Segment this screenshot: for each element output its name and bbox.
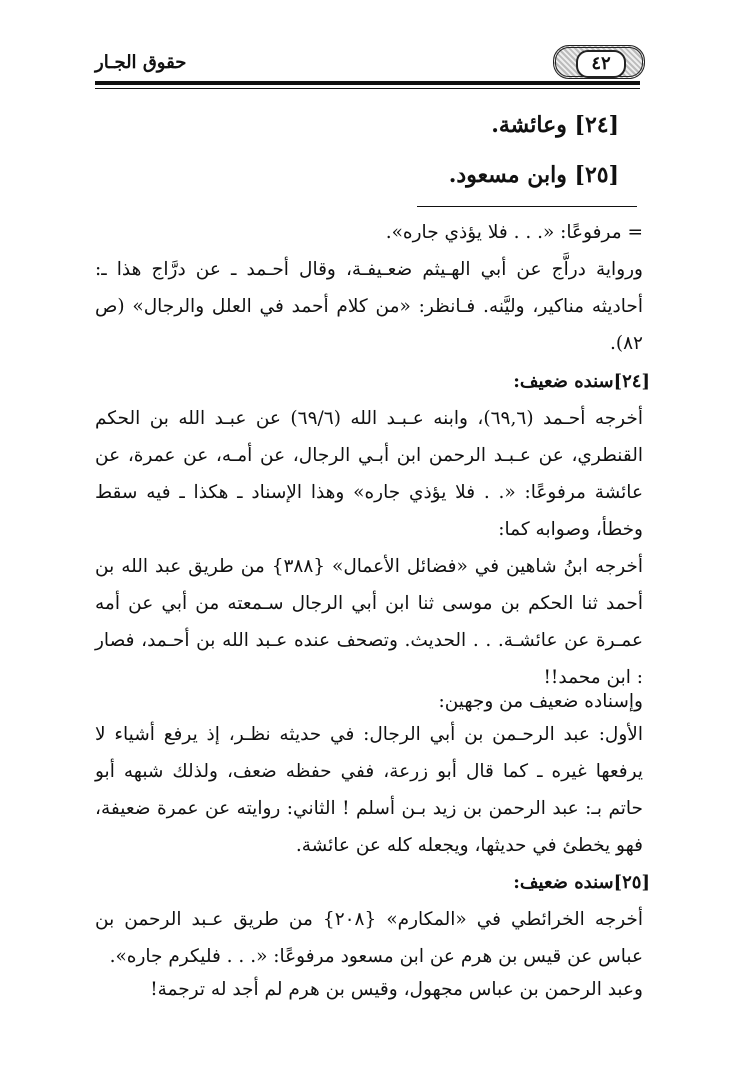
section-24-paragraph-4: الأول: عبد الرحـمن بن أبي الرجال: في حديثه نظـر، إذ يرفع أشياء لا يرفعها غيره ـ كما قال أبو زرعة، ففي حفظه ضعف، ولذلك شبهه أبو حاتم بـ: عبد الرحمن بن زيد بـن أسلم ! الثاني: روايته عن عمرة ضعيفة، فهو يخطئ في حديثها، ويجعله كله عن عائشة. [95, 724, 643, 856]
section-25-label: [٢٥]سنده ضعيف: [513, 872, 650, 893]
section-25-paragraph-1: أخرجه الخرائطي في «المكارم» {٢٠٨} من طريق عـبد الرحمن بن عباس عن قيس بن هرم عن ابن مسعود مرفوعًا: «. . . فليكرم جاره». [95, 909, 644, 967]
header-rule-thin [95, 88, 640, 89]
section-24-paragraph-3: وإسناده ضعيف من وجهين: [438, 691, 643, 712]
header-rule [95, 81, 640, 85]
section-24-label: [٢٤]سنده ضعيف: [513, 371, 650, 392]
page-header [95, 40, 640, 92]
page-number: ٤٢ [576, 50, 626, 78]
item-25: [٢٥] وابن مسعود. [448, 162, 619, 188]
section-24-paragraph-2: أخرجه ابنُ شاهين في «فضائل الأعمال» {٣٨٨} من طريق عبد الله بن أحمد ثنا الحكم بن موسى ثنا ابن أبي الرجال سـمعته من أبي عن أمه عمـرة عن عائشـة. . . الحديث. وتصحف عنده عـبد الله بن أحـمد، فصار : ابن محمد!! [95, 556, 643, 688]
footnote-text: ورواية دراَّج عن أبي الهـيثم ضعـيفـة، وقال أحـمد ـ عن درَّاج هذا ـ: أحاديثه مناكير، وليَّنه. فـانظر: «من كلام أحمد في العلل والرجال» (ص ٨٢). [95, 259, 643, 354]
page-number-badge [553, 45, 645, 79]
section-25-paragraph-2: وعبد الرحمن بن عباس مجهول، وقيس بن هرم لم أجد له ترجمة! [150, 979, 643, 1000]
book-title: حقوق الجـار [95, 52, 187, 73]
footnote-continuation: = مرفوعًا: «. . . فلا يؤذي جاره». [385, 222, 643, 243]
item-24: [٢٤] وعائشة. [491, 112, 619, 138]
section-24-paragraph-1: أخرجه أحـمد (٦٩,٦)، وابنه عـبـد الله (٦٩/٦) عن عبـد الله بن الحكم القنطري، عن عـبـد الرحمن ابن أبـي الرجال، عن أمـه، عن عمرة، عن عائشة مرفوعًا: «. . فلا يؤذي جاره» وهذا الإسناد ـ هكذا ـ فيه سقط وخطأ، وصوابه كما: [95, 408, 643, 540]
footnote-separator [417, 206, 637, 207]
